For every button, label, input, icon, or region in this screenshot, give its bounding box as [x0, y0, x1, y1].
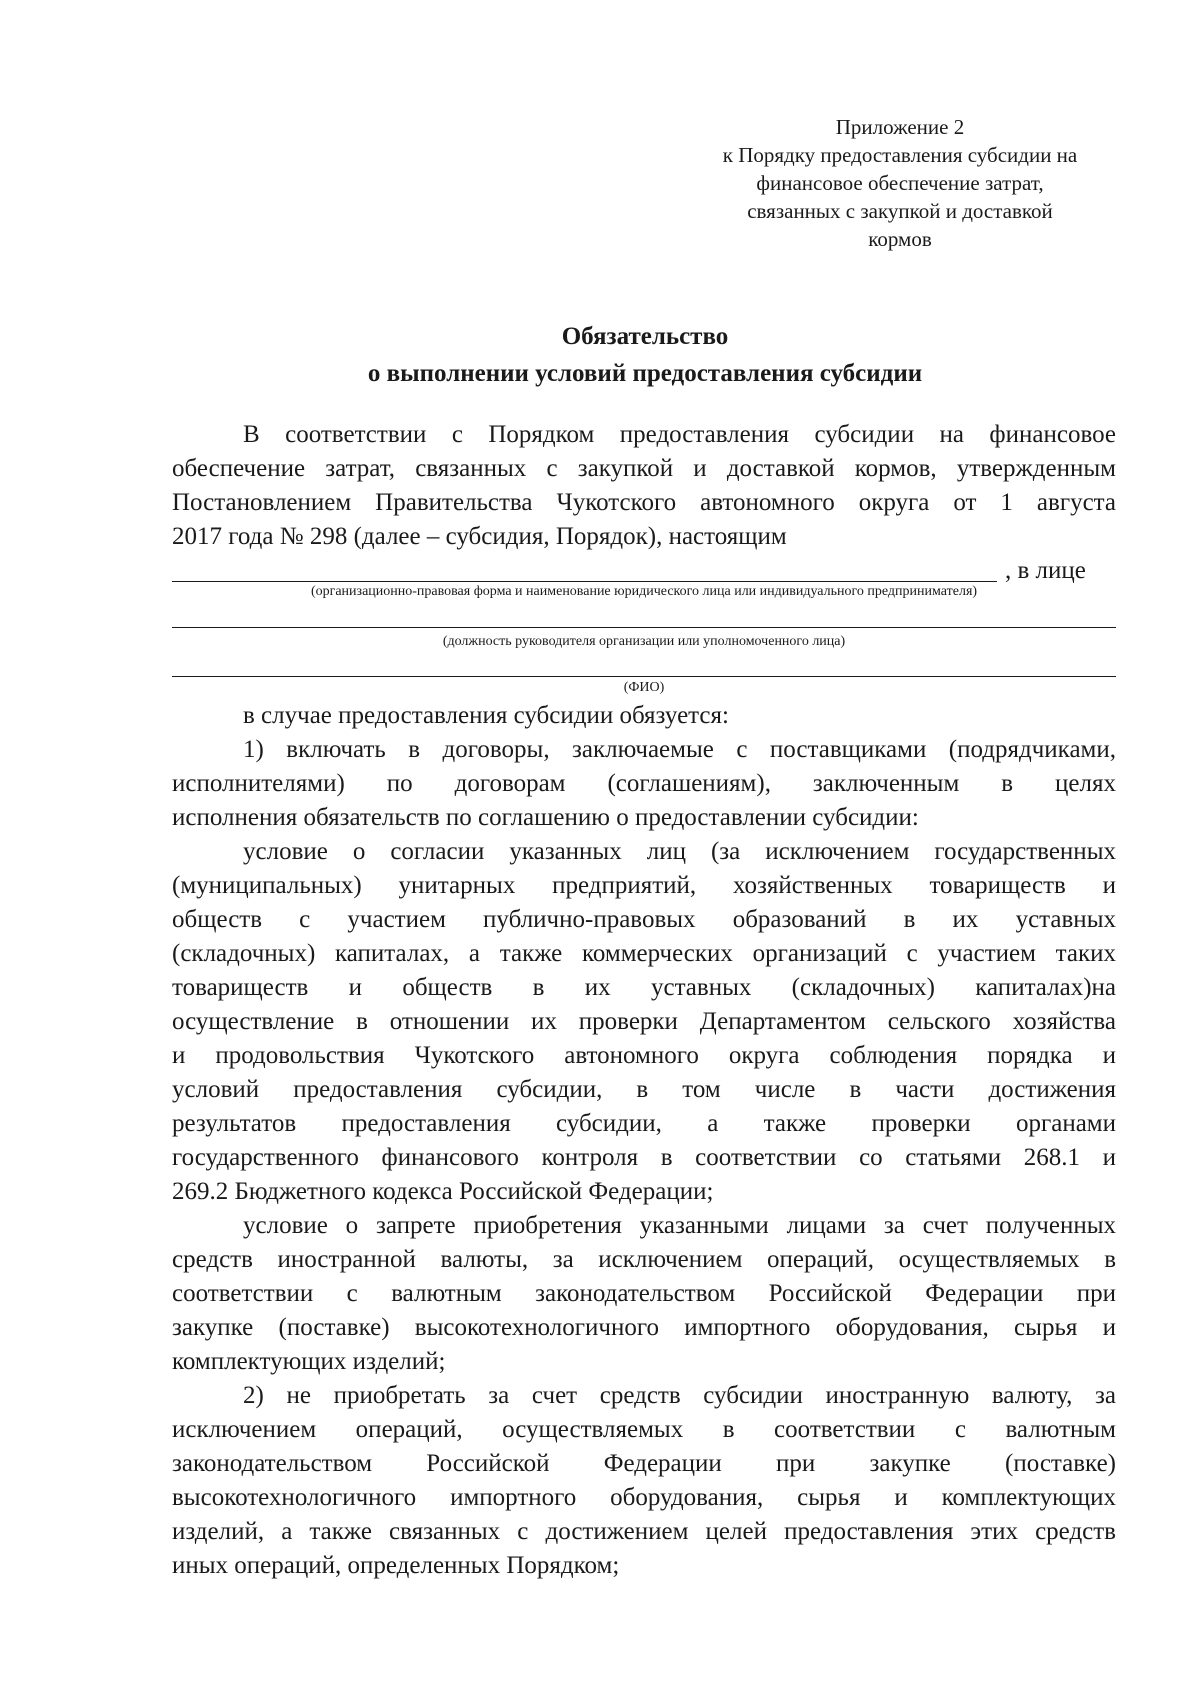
appendix-number: Приложение 2	[835, 115, 965, 139]
item1-line: исполнителями) по договорам (соглашениям), заключенным в целях	[172, 770, 1116, 797]
fio-caption: (ФИО)	[623, 680, 665, 695]
currency-condition-line: закупке (поставке) высокотехнологичного импортного оборудования, сырья и	[172, 1314, 1116, 1341]
consent-condition-line: и продовольствия Чукотского автономного округа соблюдения порядка и	[172, 1042, 1116, 1069]
consent-condition-line: (муниципальных) унитарных предприятий, хозяйственных товариществ и	[172, 872, 1116, 899]
item2-line: изделий, а также связанных с достижением целей предоставления этих средств	[172, 1518, 1116, 1545]
fio-fill-line[interactable]	[172, 676, 1116, 677]
document-title: Обязательство	[561, 323, 729, 350]
currency-condition-line: условие о запрете приобретения указанными лицами за счет полученных	[243, 1212, 1116, 1239]
intro-line: 2017 года № 298 (далее – субсидия, Порядок), настоящим	[172, 523, 787, 550]
consent-condition-line: результатов предоставления субсидии, а также проверки органами	[172, 1110, 1116, 1137]
item2-line: законодательством Российской Федерации при закупке (поставке)	[172, 1450, 1116, 1477]
currency-condition-line: комплектующих изделий;	[172, 1348, 446, 1375]
item2-line: 2) не приобретать за счет средств субсидии иностранную валюту, за	[243, 1382, 1116, 1409]
currency-condition-line: средств иностранной валюты, за исключением операций, осуществляемых в	[172, 1246, 1116, 1273]
appendix-reference-line: к Порядку предоставления субсидии на	[722, 143, 1078, 167]
intro-line: обеспечение затрат, связанных с закупкой и доставкой кормов, утвержденным	[172, 455, 1116, 482]
in-person-suffix: , в лице	[1005, 557, 1086, 584]
position-caption: (должность руководителя организации или уполномоченного лица)	[442, 634, 846, 649]
item2-line: высокотехнологичного импортного оборудования, сырья и комплектующих	[172, 1484, 1116, 1511]
item1-line: 1) включать в договоры, заключаемые с поставщиками (подрядчиками,	[243, 736, 1116, 763]
consent-condition-line: условий предоставления субсидии, в том числе в части достижения	[172, 1076, 1116, 1103]
document-subtitle: о выполнении условий предоставления субсидии	[367, 360, 923, 387]
item2-line: иных операций, определенных Порядком;	[172, 1552, 620, 1579]
organization-fill-line[interactable]	[172, 581, 997, 582]
appendix-reference-line: финансовое обеспечение затрат,	[756, 171, 1044, 195]
position-fill-line[interactable]	[172, 627, 1116, 628]
consent-condition-line: (складочных) капиталах, а также коммерческих организаций с участием таких	[172, 940, 1116, 967]
consent-condition-line: условие о согласии указанных лиц (за исключением государственных	[243, 838, 1116, 865]
consent-condition-line: обществ с участием публично-правовых образований в их уставных	[172, 906, 1116, 933]
item1-line: исполнения обязательств по соглашению о предоставлении субсидии:	[172, 804, 919, 831]
item2-line: исключением операций, осуществляемых в соответствии с валютным	[172, 1416, 1116, 1443]
currency-condition-line: соответствии с валютным законодательством Российской Федерации при	[172, 1280, 1116, 1307]
appendix-reference-line: кормов	[868, 227, 932, 251]
intro-line: В соответствии с Порядком предоставления субсидии на финансовое	[243, 421, 1116, 448]
obligation-intro: в случае предоставления субсидии обязуется:	[243, 702, 729, 729]
consent-condition-line: государственного финансового контроля в соответствии со статьями 268.1 и	[172, 1144, 1116, 1171]
intro-line: Постановлением Правительства Чукотского автономного округа от 1 августа	[172, 489, 1116, 516]
appendix-reference-line: связанных с закупкой и доставкой	[747, 199, 1053, 223]
organization-caption: (организационно-правовая форма и наименование юридического лица или индивидуального предпринимателя)	[310, 584, 978, 599]
consent-condition-line: 269.2 Бюджетного кодекса Российской Федерации;	[172, 1178, 714, 1205]
appendix-header	[680, 113, 1120, 253]
consent-condition-line: товариществ и обществ в их уставных (складочных) капиталах)на	[172, 974, 1116, 1001]
consent-condition-line: осуществление в отношении их проверки Департаментом сельского хозяйства	[172, 1008, 1116, 1035]
